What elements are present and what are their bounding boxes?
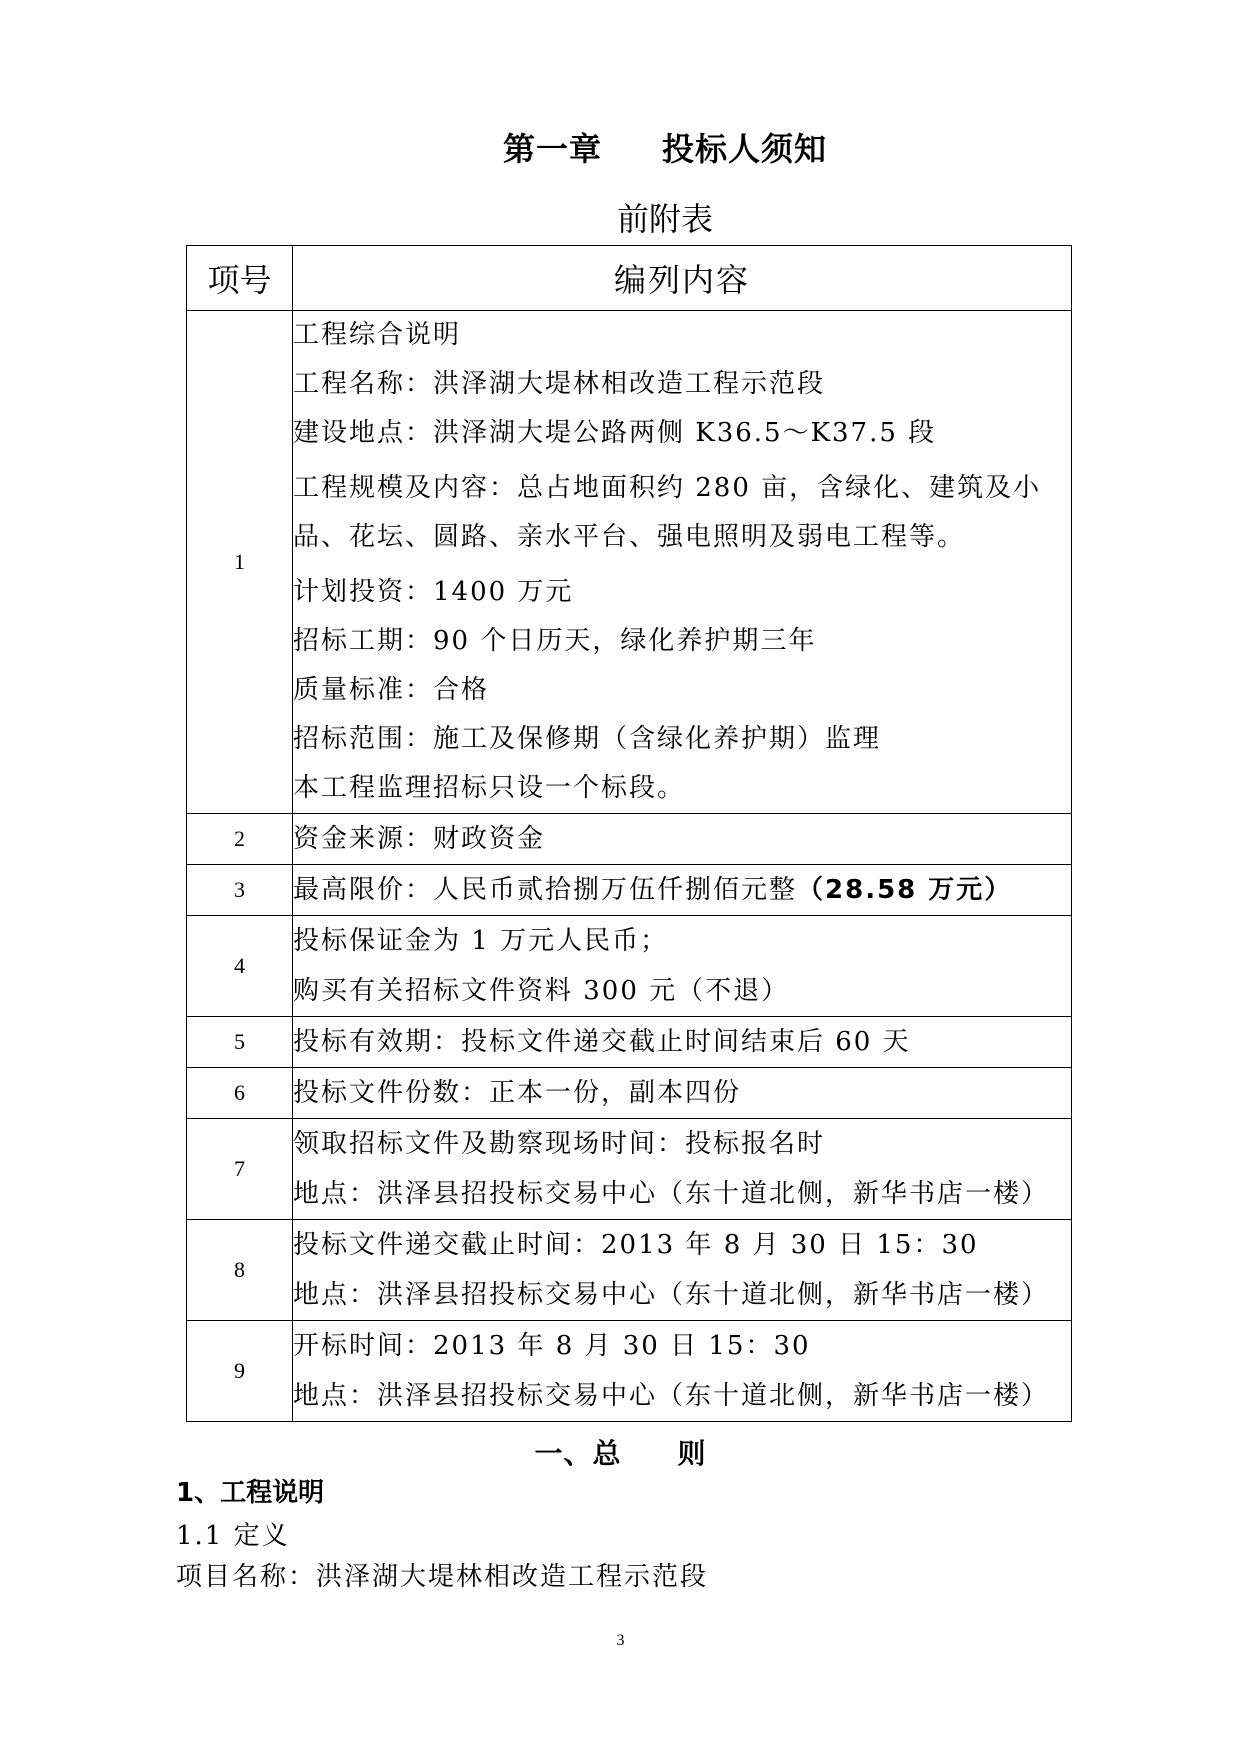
row-line: 计划投资：1400 万元 [293,577,574,607]
table-row [187,1321,1072,1422]
row-content [293,1017,1072,1068]
row-line: 招标范围：施工及保修期（含绿化养护期）监理 [293,724,882,754]
price-amount: （28.58 万元） [797,875,1013,905]
row-content [293,865,1072,916]
row-line: 投标文件份数：正本一份，副本四份 [293,1078,742,1108]
row-line: 购买有关招标文件资料 300 元（不退） [293,976,790,1006]
row-line: 工程名称：洪泽湖大堤林相改造工程示范段 [293,369,826,399]
paragraph-project-name: 项目名称：洪泽湖大堤林相改造工程示范段 [176,1562,709,1592]
table-row [187,1068,1072,1119]
row-content [293,814,1072,865]
annex-table [186,245,1072,1422]
row-line: 领取招标文件及勘察现场时间：投标报名时 [293,1129,826,1159]
row-line: 招标工期：90 个日历天，绿化养护期三年 [293,626,817,656]
row-line: 投标文件递交截止时间：2013 年 8 月 30 日 15：30 [293,1230,979,1260]
row-line: 地点：洪泽县招投标交易中心（东十道北侧，新华书店一楼） [293,1179,1050,1209]
row-line: 工程综合说明 [293,320,462,350]
table-row [187,1119,1072,1220]
table-row [187,1017,1072,1068]
section-prefix: 一、总 [534,1437,622,1470]
table-row [187,814,1072,865]
paragraph-definition: 1.1 定义 [176,1521,290,1551]
row-number: 2 [187,814,293,865]
row-number: 8 [187,1220,293,1321]
row-content [293,1068,1072,1119]
row-line: 开标时间：2013 年 8 月 30 日 15：30 [293,1331,811,1361]
price-text: 最高限价：人民币贰拾捌万伍仟捌佰元整 [293,875,798,905]
row-number: 7 [187,1119,293,1220]
row-line: 本工程监理招标只设一个标段。 [293,773,686,803]
section-title [0,1432,1241,1472]
section-suffix: 则 [677,1437,707,1470]
table-header-row [187,246,1072,311]
row-content [293,1119,1072,1220]
row-content [293,311,1072,814]
chapter-title [0,124,1241,170]
row-number: 1 [187,311,293,814]
row-number: 9 [187,1321,293,1422]
table-row [187,916,1072,1017]
row-line: 地点：洪泽县招投标交易中心（东十道北侧，新华书店一楼） [293,1381,1050,1411]
row-line: 投标保证金为 1 万元人民币； [293,926,669,956]
table-row [187,311,1072,814]
row-line: 工程规模及内容：总占地面积约 280 亩，含绿化、建筑及小品、花坛、圆路、亲水平台、强电照明及弱电工程等。 [293,473,1042,552]
row-content [293,1220,1072,1321]
chapter-name: 投标人须知 [662,130,828,168]
row-line: 投标有效期：投标文件递交截止时间结束后 60 天 [293,1027,911,1057]
row-line: 资金来源：财政资金 [293,824,546,854]
table-title: 前附表 [616,200,713,238]
row-number: 4 [187,916,293,1017]
row-line: 建设地点：洪泽湖大堤公路两侧 K36.5～K37.5 段 [293,418,937,448]
row-line: 质量标准：合格 [293,675,490,705]
header-content: 编列内容 [293,246,1072,311]
page-number: 3 [616,1632,625,1649]
row-number: 6 [187,1068,293,1119]
row-number: 5 [187,1017,293,1068]
row-line [293,865,1071,915]
row-number: 3 [187,865,293,916]
row-content [293,1321,1072,1422]
table-row [187,1220,1072,1321]
subsection-heading: 1、工程说明 [176,1478,325,1508]
row-content [293,916,1072,1017]
table-row [187,865,1072,916]
header-item-no: 项号 [187,246,293,311]
row-line: 地点：洪泽县招投标交易中心（东十道北侧，新华书店一楼） [293,1280,1050,1310]
chapter-prefix: 第一章 [502,130,602,168]
